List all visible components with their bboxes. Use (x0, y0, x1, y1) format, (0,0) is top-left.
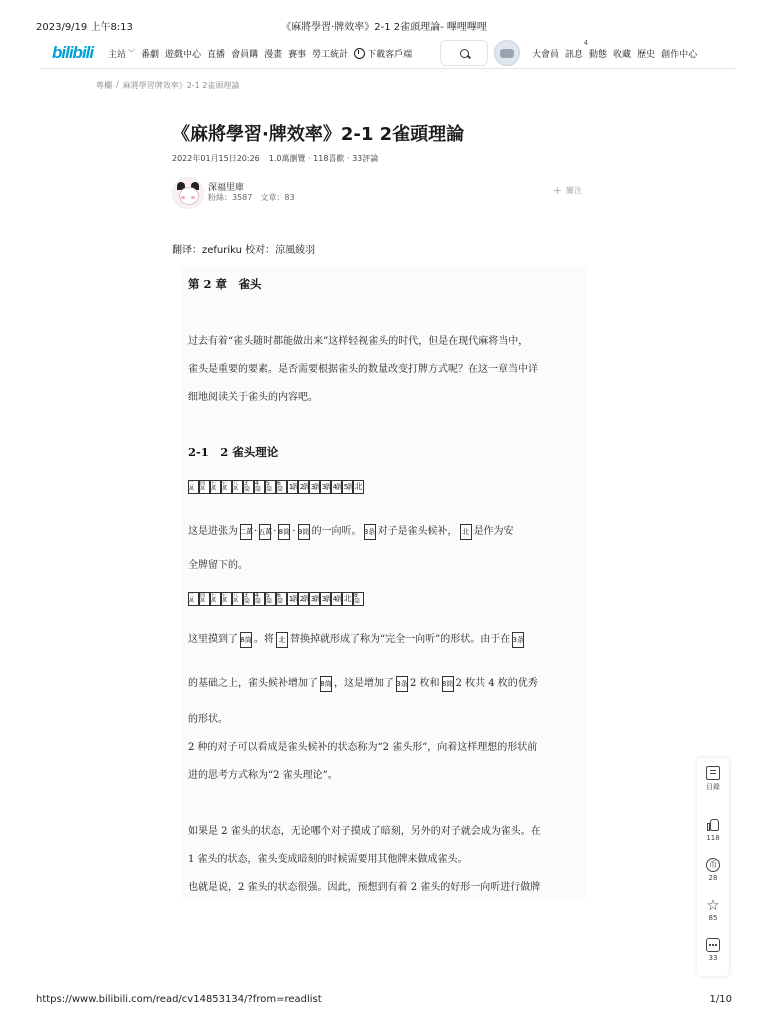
print-footer (0, 994, 768, 1008)
print-url: https://www.bilibili.com/read/cv14853134/?from=readlist (36, 994, 322, 1005)
tile-wan-5: 五萬 (259, 524, 271, 540)
nav-shop[interactable]: 會員購 (231, 49, 259, 60)
mahjong-tile: 3条 (309, 592, 320, 606)
tile-north: 北 (460, 524, 472, 540)
nav-game-center[interactable]: 遊戲中心 (165, 49, 202, 60)
tile-sou-3: 3条 (364, 524, 376, 540)
para-2-line-1: 这里摸到了 8筒 。将 北 替换掉就形成了称为“完全一向听”的形状。由于在 3条 (188, 630, 526, 648)
mahjong-tile: 二萬 (188, 480, 199, 494)
nav-labor-stats[interactable]: 勞工統計 (312, 49, 349, 60)
favorite-button[interactable] (697, 898, 729, 922)
chevron-down-icon: ﹀ (128, 49, 136, 57)
mahjong-tile: 四萬 (199, 480, 210, 494)
article-content-image (182, 266, 586, 900)
article-meta (172, 153, 378, 164)
like-count: 118 (706, 834, 720, 842)
follow-label: 關注 (566, 186, 582, 195)
list-icon (706, 766, 720, 780)
user-avatar[interactable] (494, 40, 520, 66)
print-page-number: 1/10 (709, 994, 732, 1005)
nav-anime[interactable]: 番劇 (141, 49, 160, 60)
author-name[interactable]: 深福里庫 (208, 183, 245, 193)
tile-pin-8-count: 8筒 (442, 676, 454, 692)
star-icon: ☆ (706, 896, 720, 914)
mahjong-tile: 八萬 (232, 592, 243, 606)
mahjong-tile: 2条 (298, 592, 309, 606)
tile-sou-3-base: 3条 (512, 632, 524, 648)
nav-download-label: 下載客戶端 (367, 49, 413, 60)
para-4-line-2: 进的思考方式称为“2 雀头理论”。 (188, 770, 338, 781)
nav-esports[interactable]: 賽事 (288, 49, 307, 60)
message-count-badge: 4 (583, 38, 589, 47)
comment-icon (706, 938, 720, 952)
mahjong-tile: 4筒 (254, 592, 265, 606)
intro-line-3: 细地阅读关于雀头的内容吧。 (188, 392, 318, 403)
thumbs-up-icon (706, 818, 720, 832)
breadcrumb-separator: / (116, 80, 119, 89)
mahjong-tile: 3条 (320, 592, 331, 606)
nav-download-client[interactable] (354, 47, 412, 60)
mahjong-tile: 6筒 (276, 480, 287, 494)
favorite-count: 85 (708, 914, 718, 922)
follow-button[interactable] (553, 184, 582, 197)
search-button[interactable] (440, 40, 488, 66)
section-heading: 2-1 2 雀头理论 (188, 445, 279, 459)
download-icon (354, 48, 365, 59)
mahjong-tile: 八萬 (232, 480, 243, 494)
tile-sou-3-count: 3条 (396, 676, 408, 692)
publish-date: 2022年01月15日20:26 (172, 154, 260, 163)
mahjong-tile: 二萬 (188, 592, 199, 606)
coin-count: 28 (708, 874, 718, 882)
mahjong-tile: 6筒 (276, 592, 287, 606)
mahjong-tile: 七萬 (210, 592, 221, 606)
bilibili-logo[interactable]: bilibili (52, 43, 94, 62)
tile-north-discard: 北 (276, 632, 288, 648)
nav-favorites[interactable]: 收藏 (613, 49, 632, 60)
breadcrumb-home[interactable]: 專欄 (96, 81, 112, 90)
nav-left-menu (108, 38, 412, 68)
tile-wan-2: 二萬 (240, 524, 252, 540)
comment-count: 33 (708, 954, 718, 962)
toc-label: 目錄 (706, 783, 720, 791)
mahjong-tile: 8筒 (353, 592, 364, 606)
nav-main-station[interactable] (108, 47, 135, 60)
nav-dynamics[interactable]: 動態 (589, 49, 608, 60)
chapter-heading: 第 2 章 雀头 (188, 277, 262, 291)
para-5-line-2: 1 雀头的状态，雀头变成暗刻的时候需要用其他牌来做成雀头。 (188, 854, 468, 865)
print-header (0, 18, 768, 32)
nav-main-station-label: 主站 (108, 49, 127, 60)
hand-2-tiles (188, 592, 364, 607)
translation-credits: 翻译：zefuriku 校对：涼風綾羽 (172, 245, 316, 256)
mahjong-tile: 北 (342, 592, 353, 606)
print-datetime: 2023/9/19 上午8:13 (36, 22, 133, 33)
comment-button[interactable] (697, 938, 729, 962)
coin-icon: 币 (706, 858, 720, 872)
nav-manga[interactable]: 漫畫 (264, 49, 283, 60)
like-button[interactable] (697, 818, 729, 842)
nav-right-menu (532, 38, 697, 68)
mahjong-tile: 1条 (287, 480, 298, 494)
coin-button[interactable] (697, 858, 729, 882)
para-4-line-1: 2 种的对子可以看成是雀头候补的状态称为“2 雀头形”，向着这样理想的形状前 (188, 742, 538, 753)
author-stats (208, 192, 295, 203)
para-1-line-2: 全牌留下的。 (188, 560, 248, 571)
breadcrumb (96, 80, 239, 91)
floating-action-bar (697, 758, 729, 976)
view-count: 1.0萬瀏覽 · 118喜歡 · 33評論 (268, 154, 379, 163)
para-5-line-1: 如果是 2 雀头的状态，无论哪个对子摸成了暗刻，另外的对子就会成为雀头。在 (188, 826, 541, 837)
print-page-title: 《麻將學習·牌效率》2-1 2雀頭理論- 嗶哩嗶哩 (281, 22, 487, 33)
breadcrumb-current[interactable]: 麻將學習牌效率》2-1 2雀頭理論 (122, 81, 240, 90)
mahjong-tile: 2条 (298, 480, 309, 494)
mahjong-tile: 3条 (309, 480, 320, 494)
mahjong-tile: 七萬 (210, 480, 221, 494)
mahjong-tile: 4条 (331, 592, 342, 606)
mahjong-tile: 3筒 (243, 480, 254, 494)
para-3-line-2: 的形状。 (188, 714, 228, 725)
hand-1-tiles (188, 480, 364, 495)
nav-creator-center[interactable]: 創作中心 (661, 49, 698, 60)
author-card (172, 177, 582, 207)
mahjong-tile: 5筒 (265, 480, 276, 494)
top-navbar (40, 38, 735, 69)
intro-line-1: 过去有着“雀头随时都能做出来”这样轻视雀头的时代，但是在现代麻将当中， (188, 336, 529, 347)
avatar-cheek-left (181, 196, 185, 199)
mahjong-tile: 3条 (320, 480, 331, 494)
nav-history[interactable]: 歷史 (637, 49, 656, 60)
tv-mascot-icon (500, 49, 514, 58)
tile-pin-8-pair: 8筒 (320, 676, 332, 692)
article-title: 《麻將學習·牌效率》2-1 2雀頭理論 (172, 124, 465, 145)
nav-vip[interactable]: 大會員 (532, 49, 560, 60)
avatar-cheek-right (191, 196, 195, 199)
mahjong-tile: 四萬 (199, 592, 210, 606)
nav-messages-label: 訊息 (565, 49, 584, 60)
mahjong-tile: 3筒 (243, 592, 254, 606)
tile-pin-8: 8筒 (278, 524, 290, 540)
mahjong-tile: 北 (353, 480, 364, 494)
mahjong-tile: 5条 (342, 480, 353, 494)
mahjong-tile: 4筒 (254, 480, 265, 494)
tile-pin-9: 9筒 (298, 524, 310, 540)
plus-icon: + (552, 184, 562, 197)
nav-messages[interactable] (565, 38, 589, 60)
toc-button[interactable] (697, 766, 729, 792)
mahjong-tile: 1条 (287, 592, 298, 606)
mahjong-tile: 5筒 (265, 592, 276, 606)
para-3-line-1: 的基础之上，雀头候补增加了 8筒 ，这是增加了 3条 2 枚和 8筒 2 枚共 4 枚的优秀 (188, 674, 538, 692)
para-5-line-3: 也就是说，2 雀头的状态很强。因此，预想到有着 2 雀头的好形一向听进行做牌 (188, 882, 541, 893)
author-fans: 粉絲：3587 (208, 193, 253, 202)
tile-pin-8-drawn: 8筒 (240, 632, 252, 648)
mahjong-tile: 七萬 (221, 480, 232, 494)
nav-live[interactable]: 直播 (207, 49, 226, 60)
author-avatar[interactable] (172, 177, 204, 209)
mahjong-tile: 4条 (331, 480, 342, 494)
intro-line-2: 雀头是重要的要素。是否需要根据雀头的数量改变打牌方式呢？在这一章当中详 (188, 364, 538, 375)
para-1-line-1: 这是进张为二萬·五萬· 8筒 · 9筒 的一向听。 3条 对子是雀头候补， 北 是作为安 (188, 522, 514, 540)
mahjong-tile: 七萬 (221, 592, 232, 606)
search-icon (460, 49, 469, 58)
author-articles: 文章：83 (260, 193, 295, 202)
